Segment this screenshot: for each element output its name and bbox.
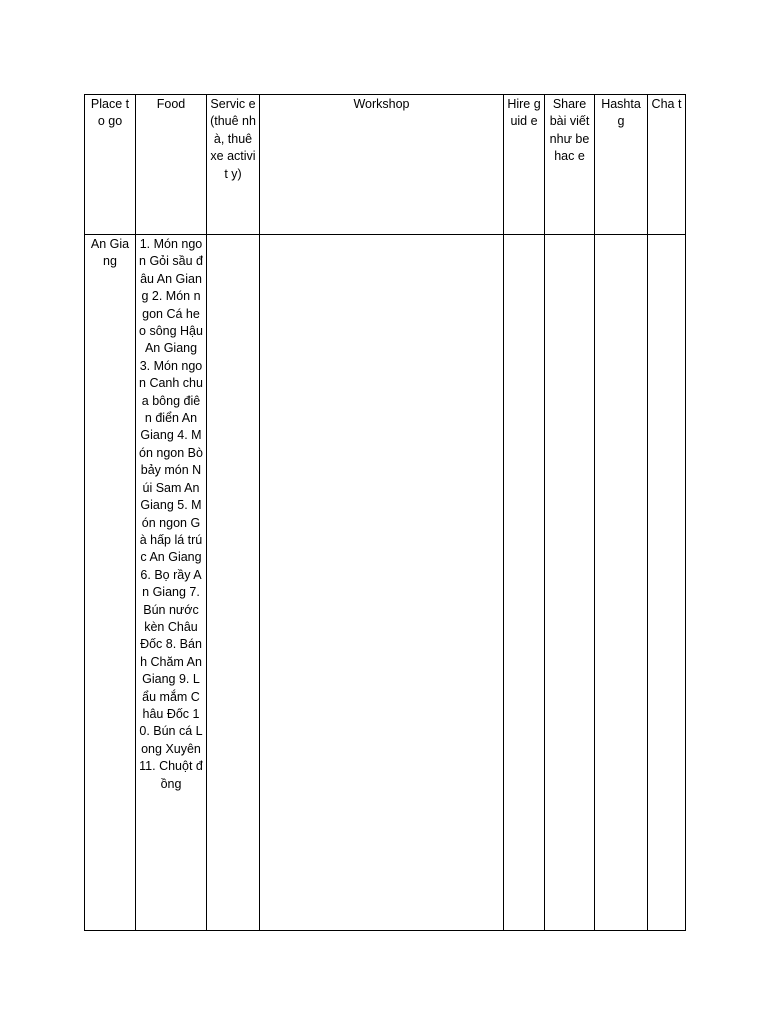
header-chat xyxy=(648,95,686,235)
header-place xyxy=(85,95,136,235)
header-hire-guide-label: Hire guid e xyxy=(507,97,541,129)
table-row xyxy=(85,235,686,931)
cell-place-text: An Giang xyxy=(90,237,130,269)
header-hire-guide xyxy=(504,95,545,235)
cell-hire-guide xyxy=(504,235,545,931)
cell-food-text: 1. Món ngon Gỏi sầu đâu An Giang 2. Món ngon Cá heo sông Hậu An Giang 3. Món ngon Canh chua bông điên điển An Giang 4. Món ngon Bò bảy món Núi Sam An Giang 5. Món ngon Gà hấp lá trúc An Giang 6. Bọ rầy An Giang 7. Bún nước kèn Châu Đốc 8. Bánh Chăm An Giang 9. Lẩu mắm Châu Đốc 10. Bún cá Long Xuyên 11. Chuột đồng xyxy=(139,237,203,791)
travel-plan-table xyxy=(84,94,686,931)
header-workshop-label: Workshop xyxy=(353,97,410,111)
header-hashtag xyxy=(595,95,648,235)
table-header-row xyxy=(85,95,686,235)
header-share xyxy=(545,95,595,235)
cell-workshop xyxy=(260,235,504,931)
header-hashtag-label: Hashta g xyxy=(601,97,641,129)
cell-share xyxy=(545,235,595,931)
header-place-label: Place to go xyxy=(90,97,130,129)
cell-hashtag xyxy=(595,235,648,931)
cell-service xyxy=(207,235,260,931)
header-share-label: Share bài viết như behac e xyxy=(549,97,590,164)
header-food-label: Food xyxy=(156,97,186,111)
cell-food xyxy=(136,235,207,931)
cell-place xyxy=(85,235,136,931)
header-service xyxy=(207,95,260,235)
cell-chat xyxy=(648,235,686,931)
header-food xyxy=(136,95,207,235)
header-workshop xyxy=(260,95,504,235)
header-service-label: Servic e (thuê nhà, thuê xe activit y) xyxy=(210,97,256,181)
header-chat-label: Cha t xyxy=(651,97,682,111)
